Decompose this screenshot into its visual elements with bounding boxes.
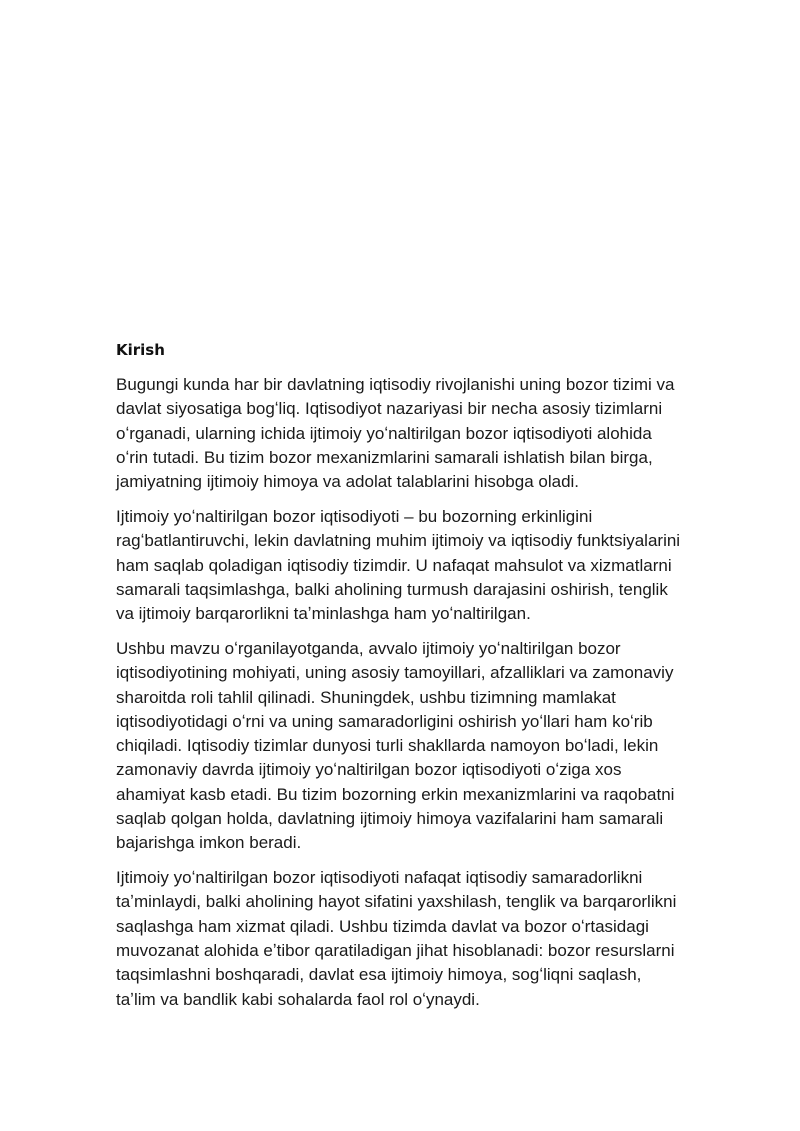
text-line: ragʻbatlantiruvchi, lekin davlatning muhim ijtimoiy va iqtisodiy funktsiyalarini bbox=[116, 531, 681, 551]
text-line: Ijtimoiy yoʻnaltirilgan bozor iqtisodiyoti nafaqat iqtisodiy samaradorlikni bbox=[116, 868, 643, 888]
text-line: ham saqlab qoladigan iqtisodiy tizimdir. U nafaqat mahsulot va xizmatlarni bbox=[116, 555, 672, 575]
section-heading: Kirish bbox=[116, 341, 165, 359]
paragraph-1 bbox=[116, 373, 746, 494]
text-line: iqtisodiyotining mohiyati, uning asosiy tamoyillari, afzalliklari va zamonaviy bbox=[116, 663, 674, 683]
text-line: jamiyatning ijtimoiy himoya va adolat talablarini hisobga oladi. bbox=[116, 472, 580, 492]
paragraph-2 bbox=[116, 505, 746, 626]
text-line: saqlashga ham xizmat qiladi. Ushbu tizimda davlat va bozor oʻrtasidagi bbox=[116, 916, 649, 936]
text-line: samarali taqsimlashga, balki aholining turmush darajasini oshirish, tenglik bbox=[116, 579, 668, 599]
text-line: oʻrganadi, ularning ichida ijtimoiy yoʻnaltirilgan bozor iqtisodiyoti alohida bbox=[116, 423, 652, 443]
text-line: Bugungi kunda har bir davlatning iqtisodiy rivojlanishi uning bozor tizimi va bbox=[116, 375, 675, 394]
text-line: bajarishga imkon beradi. bbox=[116, 833, 302, 853]
text-line: zamonaviy davrda ijtimoiy yoʻnaltirilgan bozor iqtisodiyoti oʻziga xos bbox=[116, 760, 622, 780]
text-line: Ushbu mavzu oʻrganilayotganda, avvalo ijtimoiy yoʻnaltirilgan bozor bbox=[116, 638, 621, 658]
text-line: taʼminlaydi, balki aholining hayot sifatini yaxshilash, tenglik va barqarorlikni bbox=[116, 892, 677, 912]
text-line: saqlab qolgan holda, davlatning ijtimoiy himoya vazifalarini ham samarali bbox=[116, 809, 664, 829]
text-line: taqsimlashni boshqaradi, davlat esa ijtimoiy himoya, sogʻliqni saqlash, bbox=[116, 965, 642, 985]
text-line: Ijtimoiy yoʻnaltirilgan bozor iqtisodiyoti – bu bozorning erkinligini bbox=[116, 506, 593, 526]
text-line: chiqiladi. Iqtisodiy tizimlar dunyosi turli shakllarda namoyon boʻladi, lekin bbox=[116, 736, 659, 756]
paragraph-3 bbox=[116, 637, 746, 856]
text-line: iqtisodiyotidagi oʻrni va uning samaradorligini oshirish yoʻllari ham koʻrib bbox=[116, 711, 653, 731]
paragraph-4 bbox=[116, 866, 746, 1012]
text-line: taʼlim va bandlik kabi sohalarda faol rol oʻynaydi. bbox=[116, 989, 480, 1009]
document-body bbox=[116, 340, 746, 1022]
text-line: ahamiyat kasb etadi. Bu tizim bozorning erkin mexanizmlarini va raqobatni bbox=[116, 784, 675, 804]
text-line: va ijtimoiy barqarorlikni taʼminlashga ham yoʻnaltirilgan. bbox=[116, 604, 531, 624]
text-line: muvozanat alohida eʼtibor qaratiladigan jihat hisoblanadi: bozor resurslarni bbox=[116, 941, 675, 961]
text-line: davlat siyosatiga bogʻliq. Iqtisodiyot nazariyasi bir necha asosiy tizimlarni bbox=[116, 399, 663, 419]
text-line: oʻrin tutadi. Bu tizim bozor mexanizmlarini samarali ishlatish bilan birga, bbox=[116, 447, 653, 467]
text-line: sharoitda roli tahlil qilinadi. Shuningdek, ushbu tizimning mamlakat bbox=[116, 687, 616, 707]
